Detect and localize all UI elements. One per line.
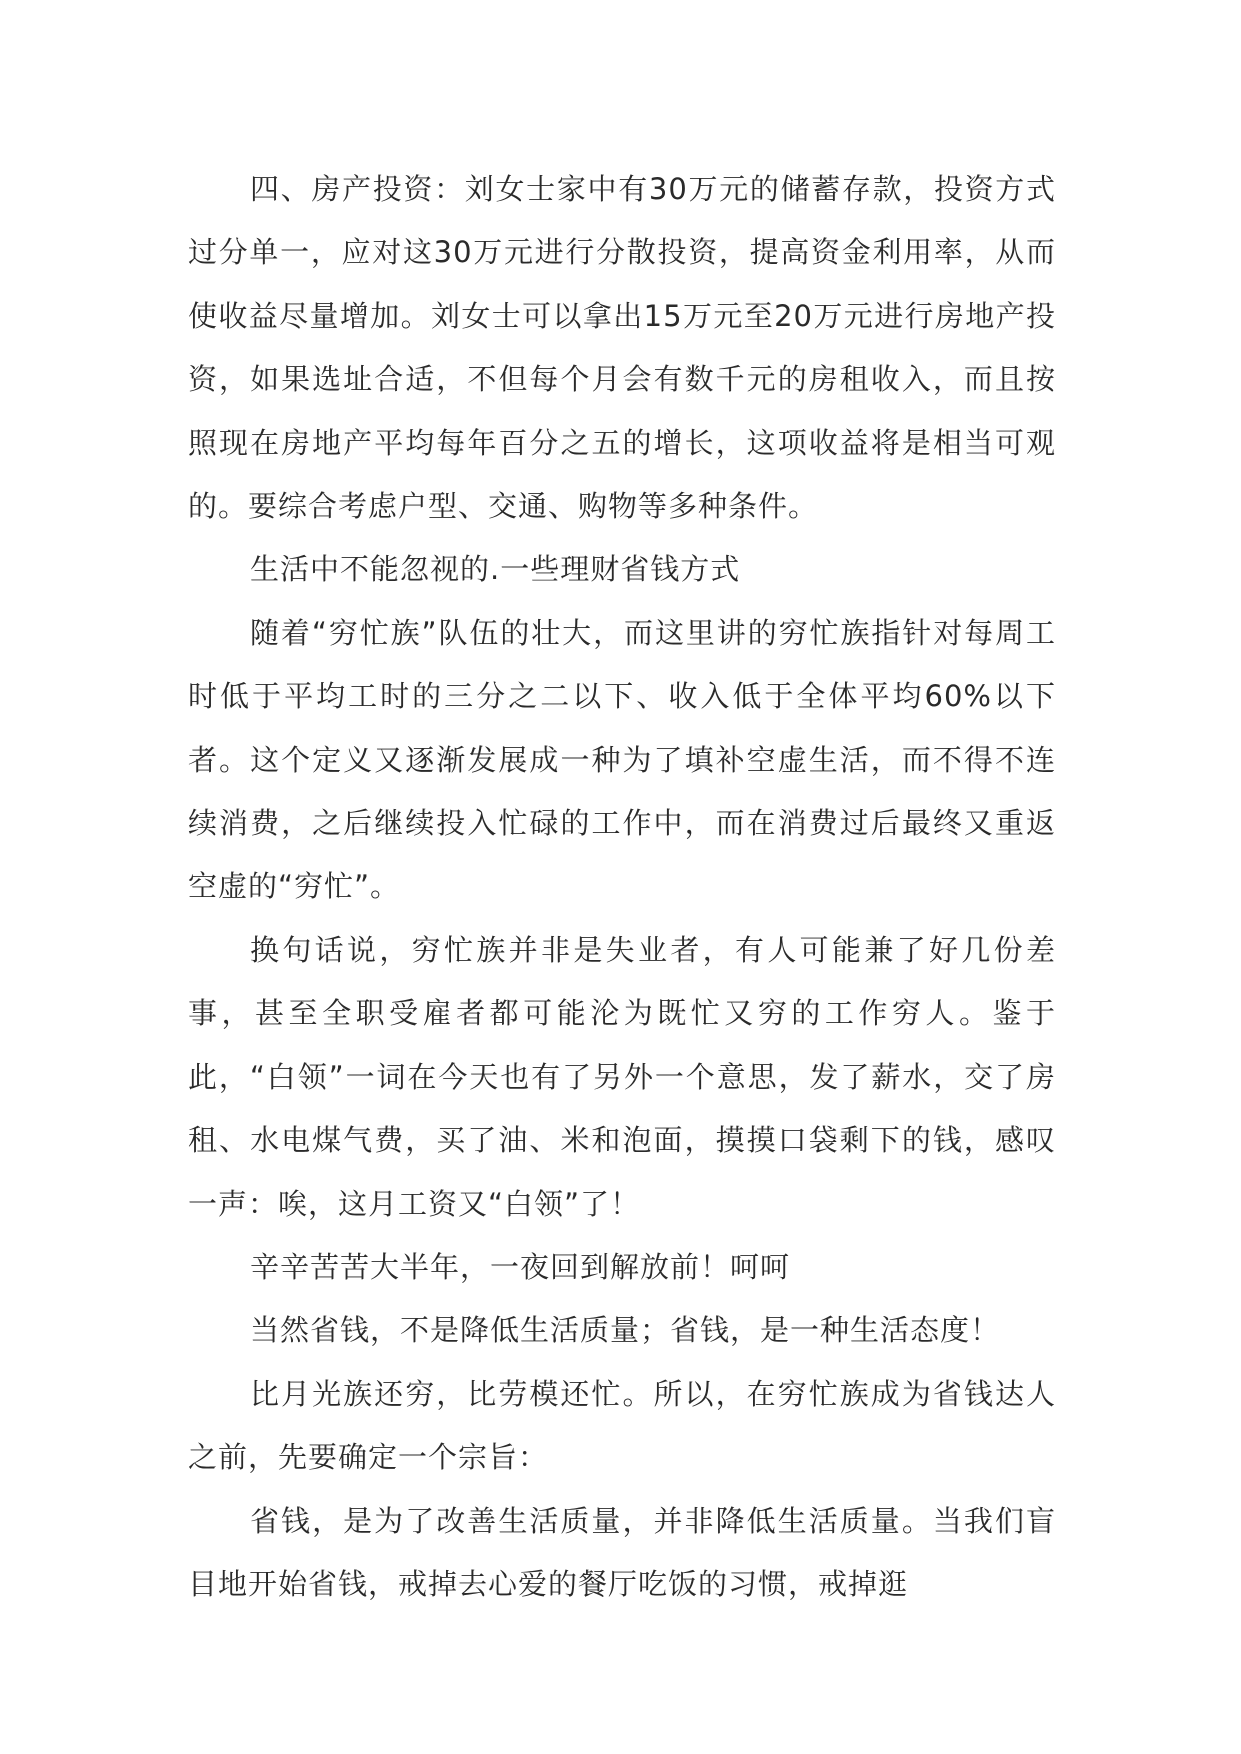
paragraph-working-poor-definition: 随着“穷忙族”队伍的壮大，而这里讲的穷忙族指针对每周工时低于平均工时的三分之二以下、收入低于全体平均60%以下者。这个定义又逐渐发展成一种为了填补空虚生活，而不得不连续消费，之后继续投入忙碌的工作中，而在消费过后最终又重返空虚的“穷忙”。 bbox=[188, 615, 1056, 904]
paragraph-white-collar: 换句话说，穷忙族并非是失业者，有人可能兼了好几份差事，甚至全职受雇者都可能沦为既忙又穷的工作穷人。鉴于此，“白领”一词在今天也有了另外一个意思，发了薪水，交了房租、水电煤气费，买了油、米和泡面，摸摸口袋剩下的钱，感叹一声：唉，这月工资又“白领”了！ bbox=[188, 932, 1056, 1221]
paragraph-section-heading: 生活中不能忽视的.一些理财省钱方式 bbox=[250, 552, 741, 587]
paragraph-hard-work-joke: 辛辛苦苦大半年，一夜回到解放前！呵呵 bbox=[250, 1249, 791, 1284]
document-body bbox=[188, 158, 1056, 1616]
paragraph-real-estate-investment: 四、房产投资：刘女士家中有30万元的储蓄存款，投资方式过分单一，应对这30万元进行分散投资，提高资金利用率，从而使收益尽量增加。刘女士可以拿出15万元至20万元进行房地产投资，如果选址合适，不但每个月会有数千元的房租收入，而且按照现在房地产平均每年百分之五的增长，这项收益将是相当可观的。要综合考虑户型、交通、购物等多种条件。 bbox=[188, 172, 1056, 524]
paragraph-saving-attitude: 当然省钱，不是降低生活质量；省钱，是一种生活态度！ bbox=[250, 1313, 1001, 1348]
paragraph-purpose-intro: 比月光族还穷，比劳模还忙。所以，在穷忙族成为省钱达人之前，先要确定一个宗旨： bbox=[188, 1376, 1056, 1475]
paragraph-saving-purpose: 省钱，是为了改善生活质量，并非降低生活质量。当我们盲目地开始省钱，戒掉去心爱的餐厅吃饭的习惯，戒掉逛 bbox=[188, 1503, 1056, 1601]
